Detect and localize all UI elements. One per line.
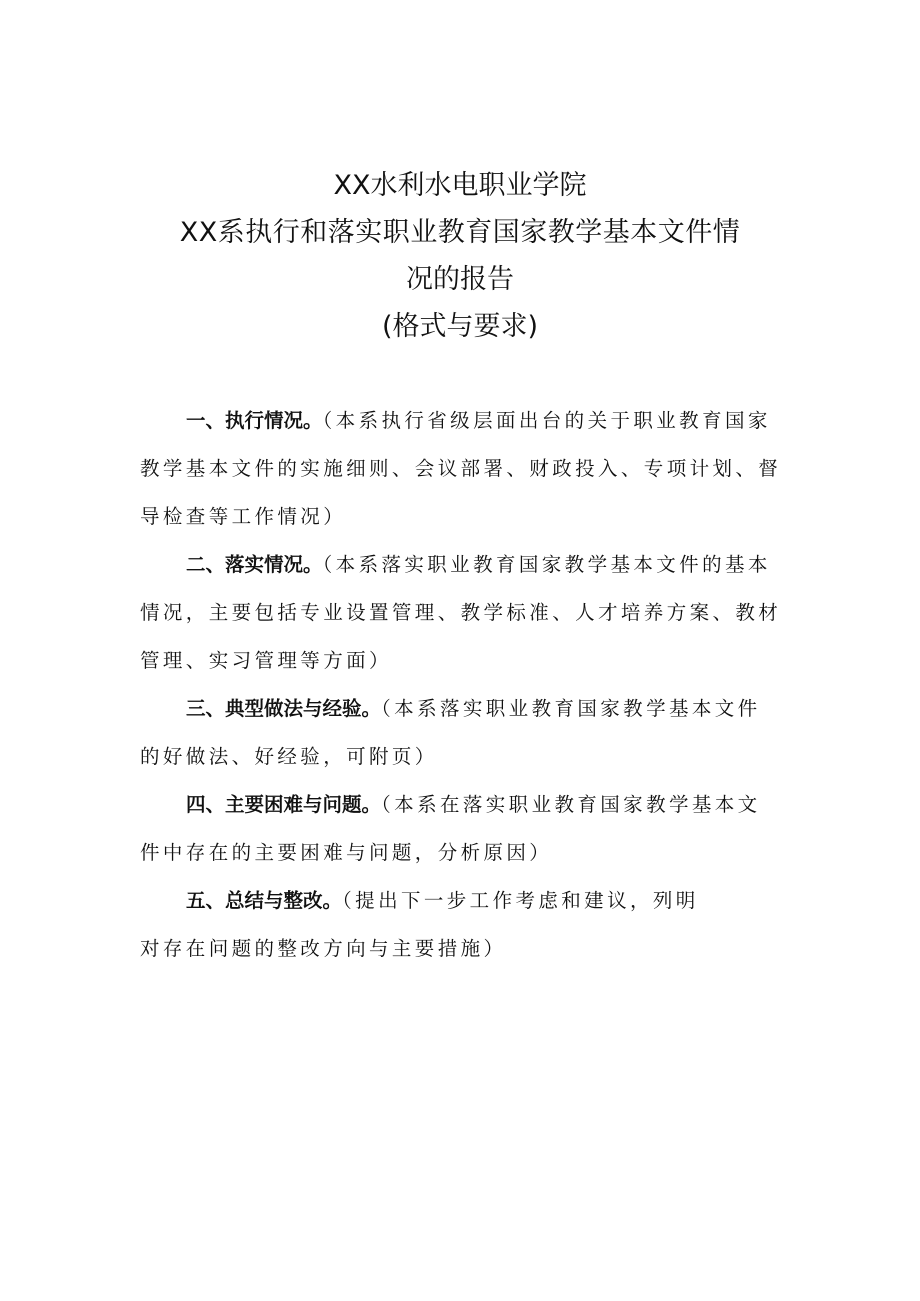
section-heading: 一、执行情况。 — [186, 409, 323, 432]
title-line-institution: XX水利水电职业学院 — [333, 170, 587, 201]
section-text: 对存在问题的整改方向与主要措施） — [140, 937, 507, 960]
section-text: 导检查等工作情况） — [140, 505, 347, 528]
title-line-report-part2: 况的报告 — [406, 264, 514, 295]
section-text: 管理、实习管理等方面） — [140, 649, 392, 672]
document-body — [140, 397, 785, 973]
section-problems — [140, 781, 785, 877]
section-execution — [140, 397, 785, 541]
section-practices — [140, 685, 785, 781]
section-first-line — [140, 541, 785, 589]
section-text: 的好做法、好经验，可附页） — [140, 745, 438, 768]
section-first-line — [140, 781, 785, 829]
section-text: （本系落实职业教育国家教学基本文件 — [381, 697, 761, 720]
section-text: （本系落实职业教育国家教学基本文件的基本 — [322, 553, 771, 576]
section-text: （本系执行省级层面出台的关于职业教育国家 — [322, 409, 771, 432]
section-heading: 四、主要困难与问题。 — [186, 793, 382, 816]
section-implementation — [140, 541, 785, 685]
document-title — [0, 162, 920, 350]
section-text: 情况，主要包括专业设置管理、教学标准、人才培养方案、教材 — [140, 601, 782, 624]
section-text: 件中存在的主要困难与问题，分析原因） — [140, 841, 553, 864]
section-heading: 五、总结与整改。 — [186, 889, 343, 912]
section-first-line — [140, 685, 785, 733]
section-text: （本系在落实职业教育国家教学基本文 — [381, 793, 761, 816]
section-text: （提出下一步工作考虑和建议，列明 — [342, 889, 699, 912]
section-summary — [140, 877, 785, 973]
section-heading: 三、典型做法与经验。 — [186, 697, 382, 720]
section-first-line — [140, 877, 785, 925]
section-first-line — [140, 397, 785, 445]
section-heading: 二、落实情况。 — [186, 553, 323, 576]
section-text: 教学基本文件的实施细则、会议部署、财政投入、专项计划、督 — [140, 457, 782, 480]
title-line-format: (格式与要求) — [381, 311, 539, 342]
title-line-report-part1: XX系执行和落实职业教育国家教学基本文件情 — [179, 217, 741, 248]
